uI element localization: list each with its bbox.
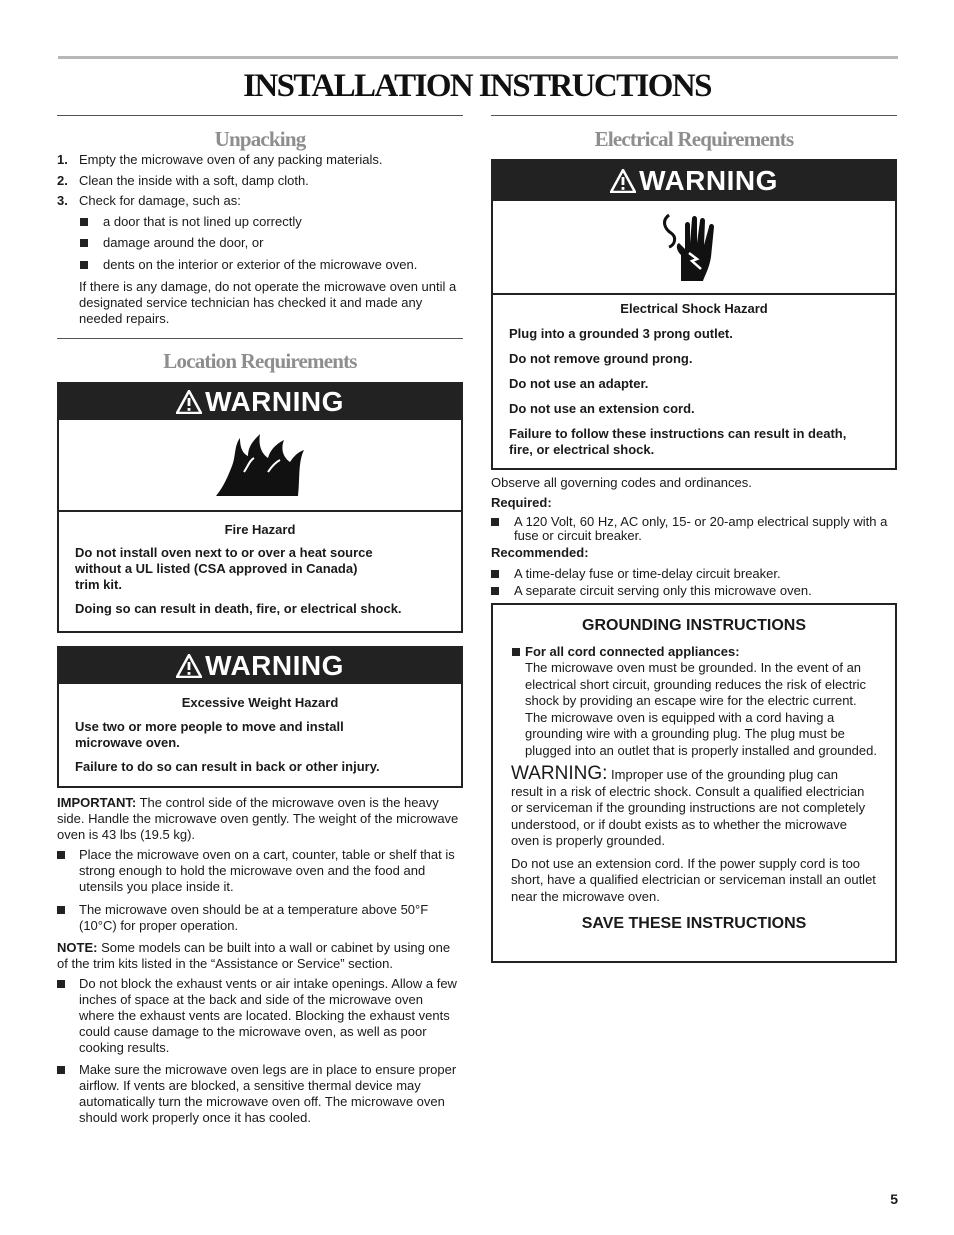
save-instructions: SAVE THESE INSTRUCTIONS [581,915,807,932]
electrical-shock-hand-icon [659,211,729,285]
location-heading: Location Requirements [163,349,357,373]
note-text: Some models can be built into a wall or cabinet by using one of the trim kits listed in the “Assistance or Service” section. [57,940,451,971]
bullet-square [80,239,88,247]
step-number: 1. [57,152,68,167]
page-number: 5 [890,1191,898,1207]
grounding-heading: GROUNDING INSTRUCTIONS [582,617,806,634]
bullet-square [491,518,499,526]
list-item: A separate circuit serving only this microwave oven. [514,583,812,598]
warning-triangle-icon [176,654,202,678]
list-item: The microwave oven should be at a temperature above 50°F (10°C) for proper operation. [79,902,429,933]
step-text: Empty the microwave oven of any packing materials. [79,152,383,167]
extension-text: Do not use an extension cord. If the power supply cord is too short, have a qualified electrician or serviceman install an outlet near the microwave oven. [511,855,876,904]
warning-line: Doing so can result in death, fire, or electrical shock. [75,601,402,616]
list-item: dents on the interior or exterior of the microwave oven. [103,257,418,272]
list-item: damage around the door, or [103,235,264,250]
step-text: Check for damage, such as: [79,193,241,208]
bullet-square [491,570,499,578]
bullet-square [80,261,88,269]
warning-line: Failure to follow these instructions can result in death, fire, or electrical shock. [509,426,847,457]
grounding-warning [493,763,895,850]
warning-label: WARNING [639,165,778,196]
warning-triangle-icon [610,169,636,193]
page-title: INSTALLATION INSTRUCTIONS [243,68,711,104]
section-rule [57,338,463,339]
grounding-sublabel: For all cord connected appliances: [525,644,740,659]
list-item: A time-delay fuse or time-delay circuit breaker. [514,566,781,581]
weight-warning-box [57,646,463,788]
grounding-text: The microwave oven must be grounded. In the event of an electrical short circuit, grounding reduces the risk of electric shock by providing an escape wire for the electric current. The microwave oven is equipped with a cord having a grounding wire with a grounding plug. The plug must be plugged into an outlet that is properly installed and grounded. [525,660,877,758]
fire-icon-area [59,420,461,512]
list-item: a door that is not lined up correctly [103,214,302,229]
required-label: Required: [491,495,552,510]
warning-line: Use two or more people to move and install microwave oven. [75,719,344,750]
list-item: Do not block the exhaust vents or air intake openings. Allow a few inches of space at the back and side of the microwave oven where the exhaust vents are located. Blocking the exhaust vents could cause damage to the microwave oven, as well as poor cooking results. [79,976,457,1055]
step-number: 2. [57,173,68,188]
list-item: A 120 Volt, 60 Hz, AC only, 15- or 20-amp electrical supply with a fuse or circuit breaker. [514,514,888,543]
bullet-square [57,980,65,988]
note-label: NOTE: [57,940,98,955]
bullet-square [57,1066,65,1074]
important-label: IMPORTANT: [57,795,137,810]
warning-line: Failure to do so can result in back or other injury. [75,759,380,774]
hazard-title: Excessive Weight Hazard [181,695,339,710]
important-text: The control side of the microwave oven is the heavy side. Handle the microwave oven gently. The weight of the microwave oven is 43 lbs (19.5 kg). [57,795,459,842]
important-paragraph [57,795,461,843]
warning-line: Plug into a grounded 3 prong outlet. [509,326,733,341]
warning-bar [59,648,461,684]
warning-label: WARNING [205,386,344,417]
step-text: Clean the inside with a soft, damp cloth. [79,173,309,188]
bullet-square [491,587,499,595]
section-rule [57,115,463,116]
grounding-box [491,603,897,963]
electrical-warning-box [491,159,897,470]
hazard-title: Electrical Shock Hazard [620,301,768,316]
recommended-label: Recommended: [491,545,589,560]
warning-line: Do not use an adapter. [509,376,649,391]
bullet-square [80,218,88,226]
hazard-title: Fire Hazard [224,522,296,537]
damage-note: If there is any damage, do not operate the microwave oven until a designated service technician has checked it and made any needed repairs. [79,279,457,326]
fire-icon [214,432,306,500]
note-paragraph [57,940,461,972]
warning-triangle-icon [176,390,202,414]
warning-label: WARNING [205,650,344,681]
warning-bar [493,161,895,201]
list-item: Place the microwave oven on a cart, counter, table or shelf that is strong enough to hold the microwave oven and the food and utensils you place inside it. [79,847,455,894]
unpacking-heading: Unpacking [214,127,306,151]
grounding-warning-label: WARNING: [511,763,608,784]
section-rule [491,115,897,116]
warning-line: Do not install oven next to or over a heat source without a UL listed (CSA approved in Canada) trim kit. [75,545,373,592]
shock-icon-area [493,201,895,295]
electrical-heading: Electrical Requirements [594,127,794,151]
grounding-warning-text: Improper use of the grounding plug can result in a risk of electric shock. Consult a qualified electrician or serviceman if the grounding instructions are not completely understood, or if doubt exists as to whether the microwave oven is properly grounded. [511,767,866,848]
list-item: Make sure the microwave oven legs are in place to ensure proper airflow. If vents are blocked, a sensitive thermal device may automatically turn the microwave oven off. The microwave oven should work properly once it has cooled. [79,1062,457,1125]
fire-warning-box [57,382,463,633]
bullet-square [512,648,520,656]
bullet-square [57,906,65,914]
warning-bar [59,384,461,420]
warning-line: Do not remove ground prong. [509,351,693,366]
bullet-square [57,851,65,859]
grounding-body [493,644,895,759]
observe-text: Observe all governing codes and ordinances. [491,475,752,490]
warning-line: Do not use an extension cord. [509,401,695,416]
step-number: 3. [57,193,68,208]
top-rule [58,56,898,59]
